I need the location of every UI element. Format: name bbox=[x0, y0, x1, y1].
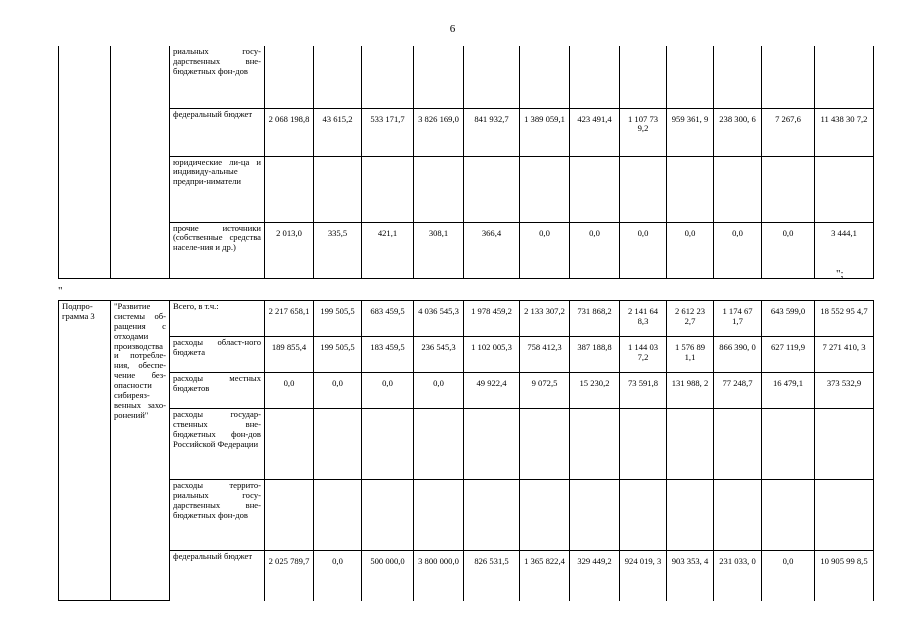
source-label: юридические ли-ца и индивиду-альные предпри-ниматели bbox=[170, 156, 265, 222]
value-cell: 73 591,8 bbox=[620, 373, 667, 409]
budget-table-continued bbox=[58, 46, 874, 279]
value-cell bbox=[762, 46, 815, 108]
value-cell: 1 144 03 7,2 bbox=[620, 337, 667, 373]
value-cell: 308,1 bbox=[414, 222, 464, 278]
value-cell: 0,0 bbox=[570, 222, 620, 278]
table-row bbox=[59, 108, 874, 156]
table-row bbox=[59, 373, 874, 409]
value-cell bbox=[520, 409, 570, 480]
value-cell bbox=[714, 46, 762, 108]
value-cell bbox=[314, 480, 362, 551]
value-cell bbox=[570, 156, 620, 222]
value-cell: 903 353, 4 bbox=[667, 551, 714, 601]
value-cell bbox=[414, 46, 464, 108]
table-row bbox=[59, 551, 874, 601]
value-cell bbox=[314, 46, 362, 108]
value-cell: 387 188,8 bbox=[570, 337, 620, 373]
value-cell bbox=[815, 480, 874, 551]
value-cell bbox=[520, 480, 570, 551]
value-cell bbox=[815, 409, 874, 480]
value-cell: 1 174 67 1,7 bbox=[714, 301, 762, 337]
value-cell: 421,1 bbox=[362, 222, 414, 278]
value-cell: 1 365 822,4 bbox=[520, 551, 570, 601]
value-cell: 183 459,5 bbox=[362, 337, 414, 373]
value-cell bbox=[667, 46, 714, 108]
value-cell bbox=[265, 409, 314, 480]
value-cell bbox=[667, 409, 714, 480]
value-cell: 16 479,1 bbox=[762, 373, 815, 409]
value-cell: 236 545,3 bbox=[414, 337, 464, 373]
value-cell: 9 072,5 bbox=[520, 373, 570, 409]
value-cell: 683 459,5 bbox=[362, 301, 414, 337]
value-cell: 49 922,4 bbox=[464, 373, 520, 409]
table-row bbox=[59, 409, 874, 480]
value-cell: 0,0 bbox=[314, 551, 362, 601]
value-cell: 2 068 198,8 bbox=[265, 108, 314, 156]
value-cell: 0,0 bbox=[762, 551, 815, 601]
value-cell bbox=[520, 46, 570, 108]
value-cell bbox=[667, 480, 714, 551]
value-cell: 1 978 459,2 bbox=[464, 301, 520, 337]
value-cell: 3 800 000,0 bbox=[414, 551, 464, 601]
source-label: расходы област-ного бюджета bbox=[170, 337, 265, 373]
value-cell: 0,0 bbox=[414, 373, 464, 409]
value-cell: 366,4 bbox=[464, 222, 520, 278]
value-cell bbox=[314, 409, 362, 480]
source-label: расходы местных бюджетов bbox=[170, 373, 265, 409]
value-cell bbox=[520, 156, 570, 222]
value-cell: 866 390, 0 bbox=[714, 337, 762, 373]
value-cell: 131 988, 2 bbox=[667, 373, 714, 409]
value-cell: 199 505,5 bbox=[314, 301, 362, 337]
value-cell: 3 444,1 bbox=[815, 222, 874, 278]
value-cell bbox=[620, 480, 667, 551]
value-cell: 2 217 658,1 bbox=[265, 301, 314, 337]
value-cell bbox=[362, 46, 414, 108]
value-cell: 3 826 169,0 bbox=[414, 108, 464, 156]
value-cell: 1 102 005,3 bbox=[464, 337, 520, 373]
source-label: федеральный бюджет bbox=[170, 551, 265, 601]
value-cell bbox=[570, 480, 620, 551]
value-cell bbox=[714, 480, 762, 551]
opening-quote: " bbox=[58, 285, 63, 297]
value-cell: 1 389 059,1 bbox=[520, 108, 570, 156]
value-cell: 627 119,9 bbox=[762, 337, 815, 373]
value-cell bbox=[464, 156, 520, 222]
value-cell bbox=[265, 46, 314, 108]
value-cell: 2 141 64 8,3 bbox=[620, 301, 667, 337]
source-label: федеральный бюджет bbox=[170, 108, 265, 156]
value-cell: 841 932,7 bbox=[464, 108, 520, 156]
value-cell bbox=[362, 156, 414, 222]
value-cell bbox=[815, 156, 874, 222]
value-cell: 7 267,6 bbox=[762, 108, 815, 156]
value-cell bbox=[620, 156, 667, 222]
table-row bbox=[59, 480, 874, 551]
value-cell: 329 449,2 bbox=[570, 551, 620, 601]
value-cell: 533 171,7 bbox=[362, 108, 414, 156]
source-label: риальных госу-дарственных вне-бюджетных фон-дов bbox=[170, 46, 265, 108]
table-row bbox=[59, 46, 874, 108]
value-cell: 731 868,2 bbox=[570, 301, 620, 337]
value-cell: 335,5 bbox=[314, 222, 362, 278]
subprogram-3-table bbox=[58, 300, 874, 601]
table-row bbox=[59, 222, 874, 278]
value-cell: 10 905 99 8,5 bbox=[815, 551, 874, 601]
value-cell: 0,0 bbox=[314, 373, 362, 409]
title-cell bbox=[111, 46, 170, 278]
value-cell bbox=[714, 409, 762, 480]
value-cell bbox=[464, 409, 520, 480]
value-cell bbox=[667, 156, 714, 222]
value-cell bbox=[362, 480, 414, 551]
value-cell: 238 300, 6 bbox=[714, 108, 762, 156]
value-cell: 4 036 545,3 bbox=[414, 301, 464, 337]
program-cell bbox=[59, 46, 111, 278]
page-number: 6 bbox=[449, 23, 456, 35]
value-cell bbox=[620, 409, 667, 480]
value-cell bbox=[762, 156, 815, 222]
value-cell bbox=[714, 156, 762, 222]
value-cell: 15 230,2 bbox=[570, 373, 620, 409]
value-cell: 199 505,5 bbox=[314, 337, 362, 373]
value-cell bbox=[815, 46, 874, 108]
program-cell: Подпро-грамма 3 bbox=[59, 301, 111, 601]
value-cell: 43 615,2 bbox=[314, 108, 362, 156]
value-cell bbox=[570, 409, 620, 480]
value-cell bbox=[414, 156, 464, 222]
value-cell: 0,0 bbox=[265, 373, 314, 409]
value-cell: 0,0 bbox=[520, 222, 570, 278]
value-cell: 373 532,9 bbox=[815, 373, 874, 409]
value-cell: 1 576 89 1,1 bbox=[667, 337, 714, 373]
value-cell: 2 025 789,7 bbox=[265, 551, 314, 601]
value-cell bbox=[762, 480, 815, 551]
value-cell: 7 271 410, 3 bbox=[815, 337, 874, 373]
source-label: Всего, в т.ч.: bbox=[170, 301, 265, 337]
value-cell: 423 491,4 bbox=[570, 108, 620, 156]
source-label: расходы государ-ственных вне-бюджетных фон-дов Российской Федерации bbox=[170, 409, 265, 480]
value-cell: 826 531,5 bbox=[464, 551, 520, 601]
value-cell: 758 412,3 bbox=[520, 337, 570, 373]
value-cell: 0,0 bbox=[762, 222, 815, 278]
source-label: расходы террито-риальных госу-дарственных вне-бюджетных фон-дов bbox=[170, 480, 265, 551]
value-cell bbox=[314, 156, 362, 222]
value-cell: 2 612 23 2,7 bbox=[667, 301, 714, 337]
value-cell bbox=[620, 46, 667, 108]
source-label: прочие источники (собственные средства населе-ния и др.) bbox=[170, 222, 265, 278]
value-cell: 500 000,0 bbox=[362, 551, 414, 601]
value-cell: 77 248,7 bbox=[714, 373, 762, 409]
value-cell: 0,0 bbox=[667, 222, 714, 278]
value-cell bbox=[464, 46, 520, 108]
value-cell: 189 855,4 bbox=[265, 337, 314, 373]
value-cell: 11 438 30 7,2 bbox=[815, 108, 874, 156]
closing-quote: "; bbox=[836, 268, 844, 280]
value-cell: 924 019, 3 bbox=[620, 551, 667, 601]
value-cell: 2 133 307,2 bbox=[520, 301, 570, 337]
value-cell bbox=[464, 480, 520, 551]
value-cell: 18 552 95 4,7 bbox=[815, 301, 874, 337]
table-row bbox=[59, 301, 874, 337]
value-cell bbox=[265, 480, 314, 551]
value-cell: 0,0 bbox=[620, 222, 667, 278]
table-row bbox=[59, 337, 874, 373]
value-cell: 0,0 bbox=[714, 222, 762, 278]
value-cell: 231 033, 0 bbox=[714, 551, 762, 601]
value-cell bbox=[414, 480, 464, 551]
title-cell: "Развитие системы об-ращения с отходами производства и потребле-ния, обеспе-чение без-опасности сибиреяз-венных захо-ронений" bbox=[111, 301, 170, 601]
value-cell bbox=[265, 156, 314, 222]
value-cell: 1 107 73 9,2 bbox=[620, 108, 667, 156]
value-cell bbox=[414, 409, 464, 480]
value-cell: 2 013,0 bbox=[265, 222, 314, 278]
value-cell bbox=[762, 409, 815, 480]
value-cell: 0,0 bbox=[362, 373, 414, 409]
value-cell: 959 361, 9 bbox=[667, 108, 714, 156]
value-cell: 643 599,0 bbox=[762, 301, 815, 337]
value-cell bbox=[570, 46, 620, 108]
table-row bbox=[59, 156, 874, 222]
value-cell bbox=[362, 409, 414, 480]
